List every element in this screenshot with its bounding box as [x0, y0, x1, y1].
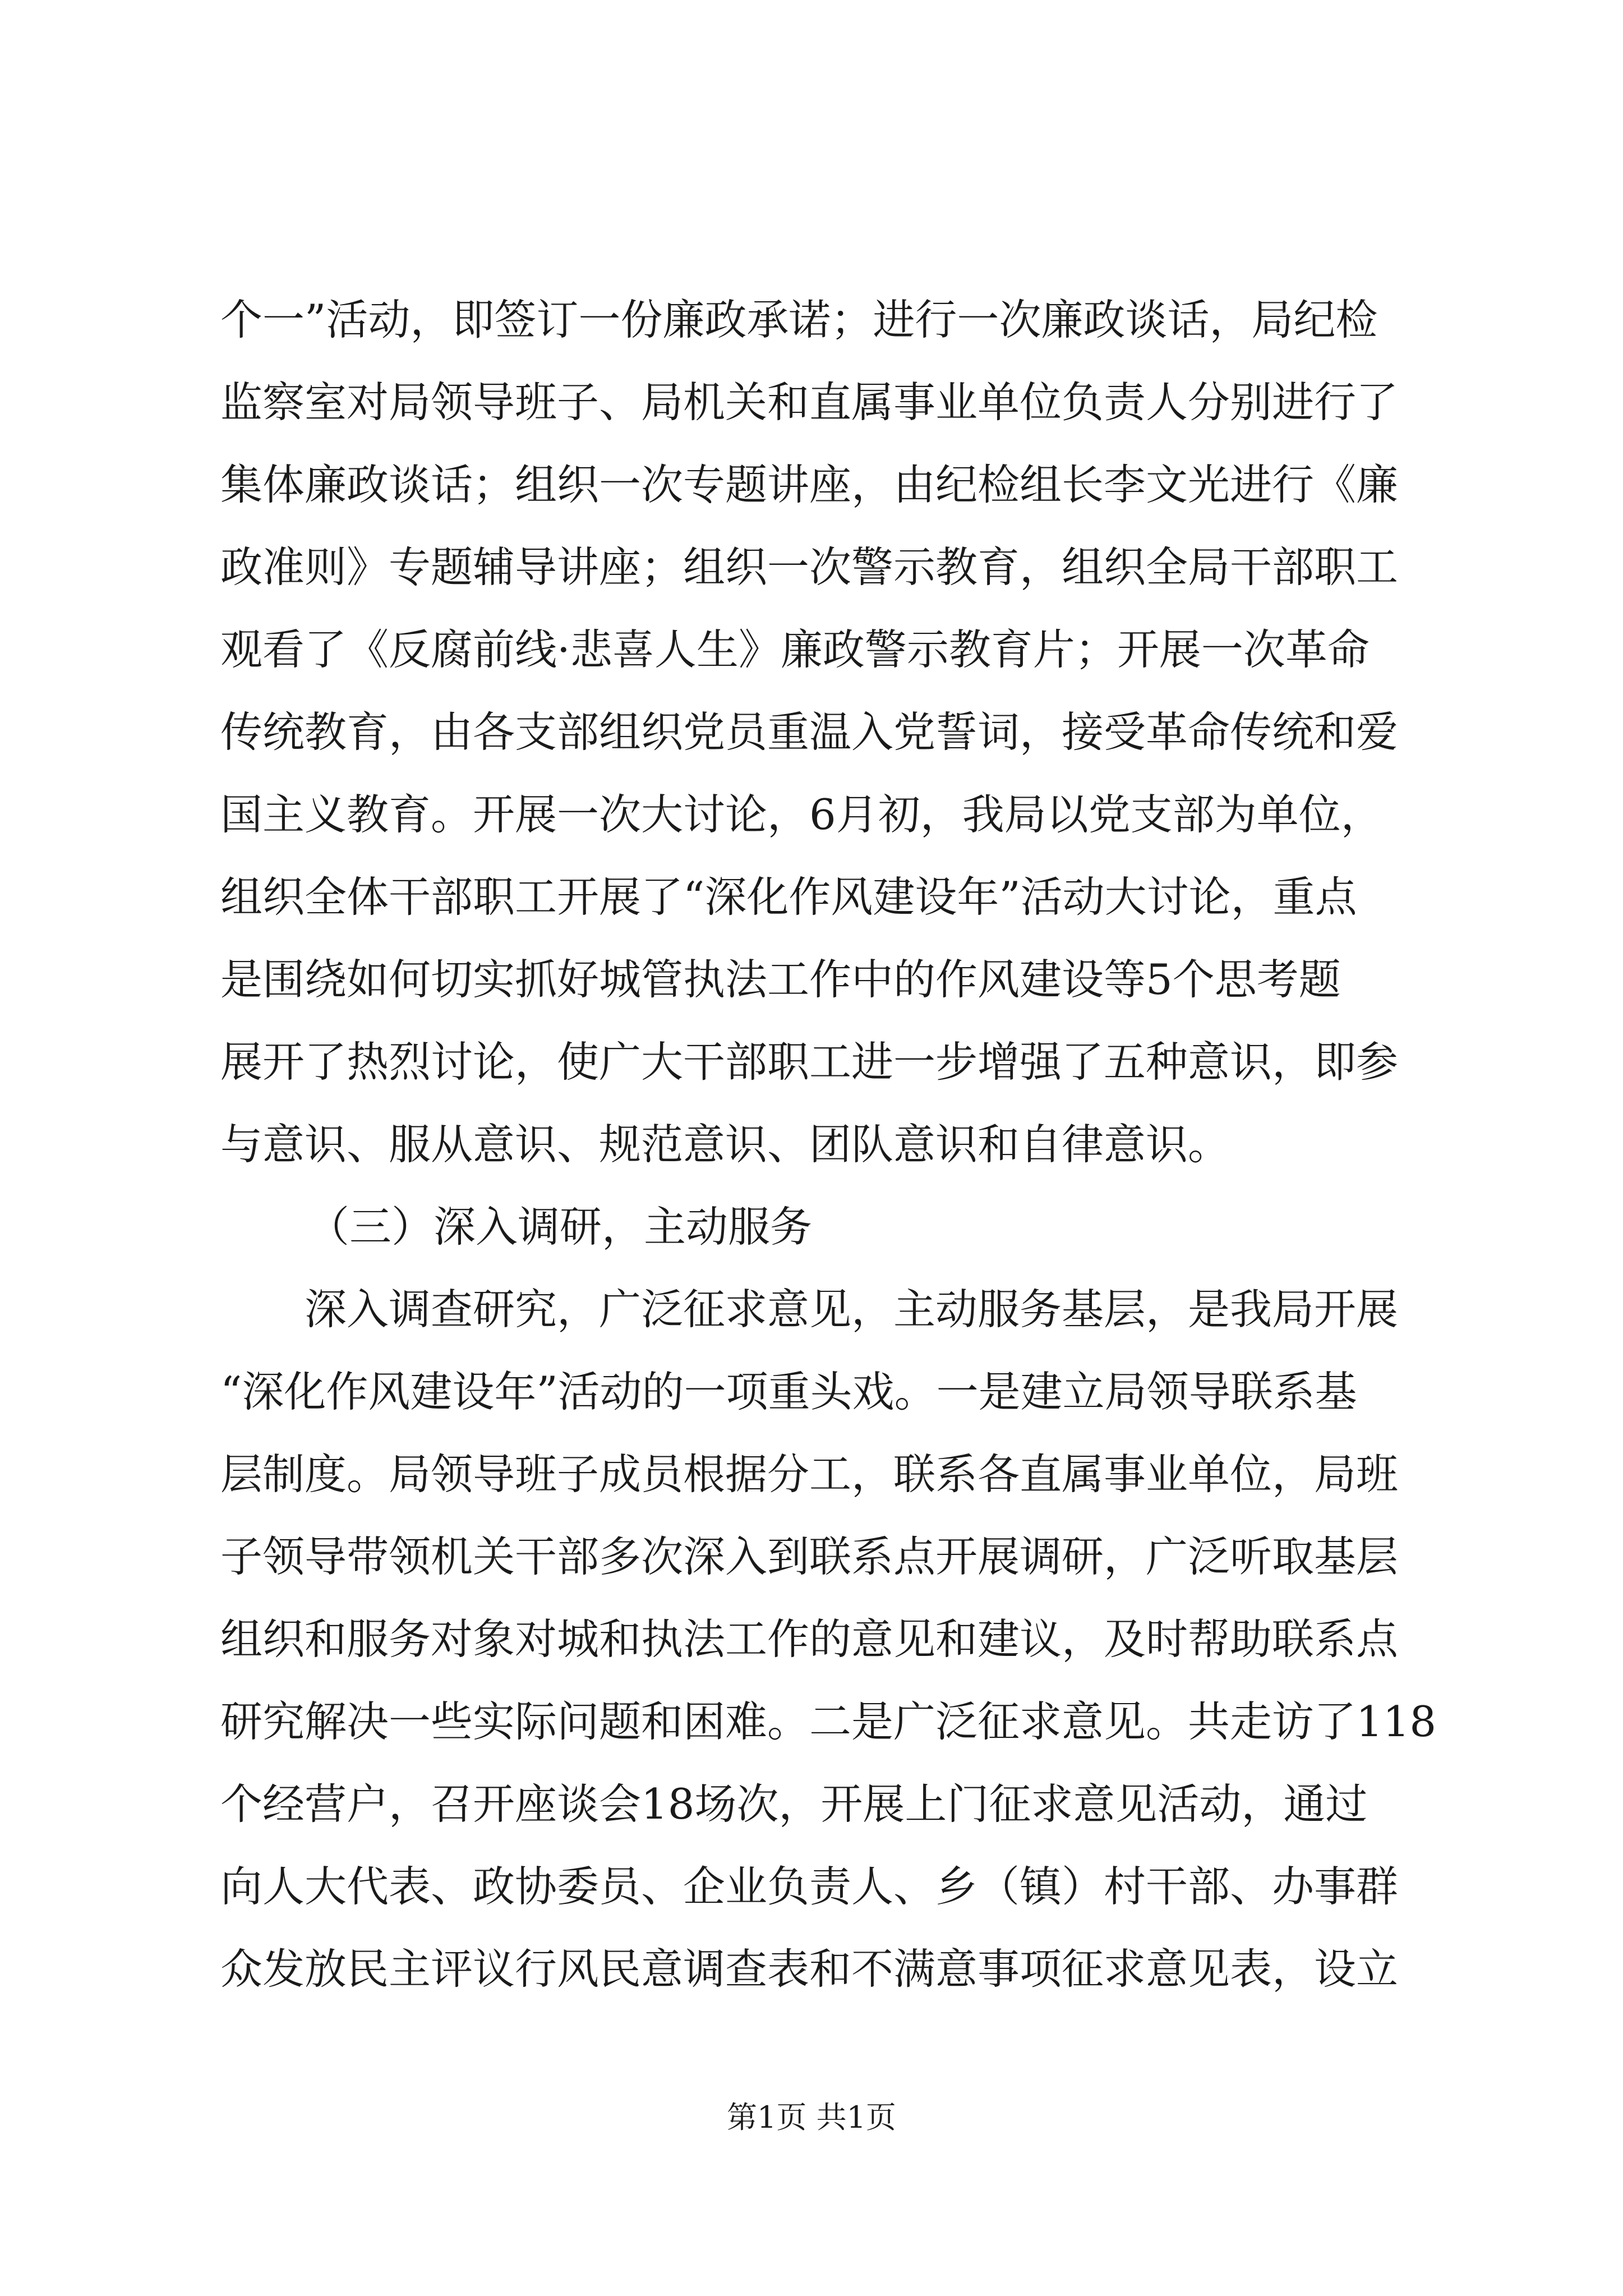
text-line: 深入调查研究，广泛征求意见，主动服务基层，是我局开展: [305, 1285, 1399, 1334]
text-line: “深化作风建设年”活动的一项重头戏。一是建立局领导联系基: [220, 1367, 1357, 1416]
text-line: 组织和服务对象对城和执法工作的意见和建议，及时帮助联系点: [220, 1614, 1399, 1664]
text-line: 层制度。局领导班子成员根据分工，联系各直属事业单位，局班: [220, 1450, 1399, 1499]
text-line: 与意识、服从意识、规范意识、团队意识和自律意识。: [220, 1120, 1230, 1169]
text-line: 集体廉政谈话；组织一次专题讲座，由纪检组长李文光进行《廉: [220, 460, 1399, 509]
text-line: 个经营户，召开座谈会18场次，开展上门征求意见活动，通过: [220, 1779, 1368, 1829]
text-line: 是围绕如何切实抓好城管执法工作中的作风建设等5个思考题: [220, 955, 1341, 1004]
page-number-footer: 第1页 共1页: [727, 2100, 896, 2135]
text-line: 众发放民主评议行风民意调查表和不满意事项征求意见表，设立: [220, 1944, 1399, 1994]
text-line: 监察室对局领导班子、局机关和直属事业单位负责人分别进行了: [220, 378, 1399, 427]
text-line: 国主义教育。开展一次大讨论，6月初，我局以党支部为单位，: [220, 790, 1383, 839]
text-line: 传统教育，由各支部组织党员重温入党誓词，接受革命传统和爱: [220, 707, 1399, 757]
text-line: 向人大代表、政协委员、企业负责人、乡（镇）村干部、办事群: [220, 1862, 1399, 1911]
section-heading: （三）深入调研，主动服务: [307, 1202, 813, 1251]
text-line: 组织全体干部职工开展了“深化作风建设年”活动大讨论，重点: [220, 872, 1357, 922]
text-line: 观看了《反腐前线·悲喜人生》廉政警示教育片；开展一次革命: [220, 625, 1370, 674]
text-line: 子领导带领机关干部多次深入到联系点开展调研，广泛听取基层: [220, 1532, 1399, 1581]
text-line: 研究解决一些实际问题和困难。二是广泛征求意见。共走访了118: [220, 1697, 1437, 1746]
text-line: 展开了热烈讨论，使广大干部职工进一步增强了五种意识，即参: [220, 1037, 1399, 1087]
text-line: 个一”活动，即签订一份廉政承诺；进行一次廉政谈话，局纪检: [220, 295, 1378, 344]
text-line: 政准则》专题辅导讲座；组织一次警示教育，组织全局干部职工: [220, 542, 1399, 592]
